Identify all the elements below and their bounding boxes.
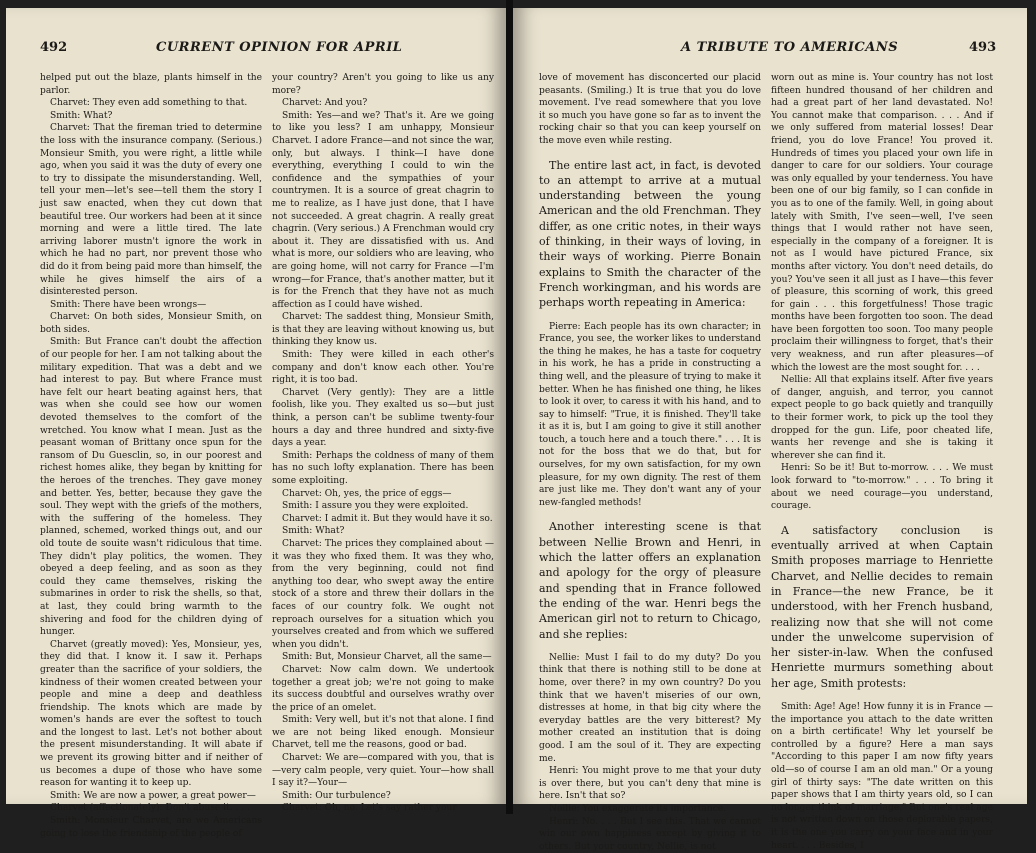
paragraph: Charvet (greatly moved): Yes, Monsieur, yes, they did that. I know it. I saw it. Perhaps greater than the sacrifice of your soldiers, the kindness of their women created between your people and mine a deep and deathless friendship. The knots which are made by women's hands are ever the softest to touch and the longest to last. Let's not bother about the present misunderstanding. It will abate if we prevent its growing bitter and if neither of us becomes a dupe of those who have some reason for wanting it to keep up. (40, 639, 262, 789)
paragraph: Nellie: You exaggerate its importance. (549, 803, 727, 814)
paragraph: Charvet: That the fireman tried to determine the loss with the insurance company. (Serious.) Monsieur Smith, you were right, a little while ago, when you said it was the duty of every one to try to dissipate the misunderstanding. Well, tell your men—let's see—tell them the story I just saw enacted, when they cut down that beautiful tree. Our workers had been at it since morning and were a little tired. The late arriving laborer mustn't ignore the work in which he had no part, nor prevent those who did do it from being paid more than himself, the while he gives himself the airs of a disinterested person. (40, 123, 262, 298)
paragraph: A satisfactory conclusion is eventually arrived at when Captain Smith proposes marriage to Henriette Charvet, and Nellie decides to remain in France—the new France, be it understood, with her French husband, realizing now that she will not come under the unwelcome supervision of her sister-in-law. When the confused Henriette murmurs something about her age, Smith protests: (771, 523, 993, 690)
paragraph: helped put out the blaze, plants himself in the parlor. (40, 73, 262, 96)
paragraph: Charvet: On both sides, Monsieur Smith, on both sides. (40, 312, 262, 335)
paragraph: Charvet: I admit it. But they would have it so. (282, 513, 493, 524)
right-column-2 (771, 72, 993, 852)
paragraph: Nellie: All that explains itself. After five years of danger, anguish, and terror, you cannot expect people to go back quietly and tranquilly to their former work, to pick up the tool they dropped for the gun. Life, poor cheated life, wants her revenge and she is taking it wherever she can find it. (771, 375, 993, 461)
paragraph: Smith: Perhaps the coldness of many of them has no such lofty explanation. There has been some exploiting. (272, 450, 494, 486)
paragraph: Charvet: The saddest thing, Monsieur Smith, is that they are leaving without knowing us, but thinking they know us. (272, 312, 494, 348)
book-gutter (506, 0, 513, 814)
paragraph: Smith: Very well, but it's not that alone. I find we are not being liked enough. Monsieur Charvet, tell me the reasons, good or bad. (272, 715, 494, 751)
paragraph: Charvet: Oh, yes, the price of eggs— (282, 488, 452, 499)
paragraph: Pierre: Each people has its own character; in France, you see, the worker likes to understand the thing he makes, he has a taste for coquetry in his work, he has a pride in constructing a thing well, and the pleasure of trying to make it better. When he has finished one thing, he likes to look it over, to caress it with his hand, and to say to himself: "True, it is finished. They'll take it as it is, but I am going to give it still another touch, a touch here and a touch there." . . . It is not for the boss that we do that, but for ourselves, for my own satisfaction, for my own pleasure, for my own dignity. The rest of them are just like me. They don't want any of your new-fangled methods! (539, 321, 761, 508)
paragraph: Henri: No. . . . But I see this. That we cannot win our own happiness except by giving it to others. But your country, Nellie, is not (539, 816, 761, 852)
paragraph: The entire last act, in fact, is devoted to an attempt to arrive at a mutual understanding between the young American and the old Frenchman. They differ, as one critic notes, in their ways of thinking, in their ways of loving, in their ways of working. Pierre Bonain explains to Smith the character of the French workingman, and his words are perhaps worth repeating in America: (539, 158, 761, 310)
paragraph: Smith: What? (50, 110, 113, 121)
right-page (513, 8, 1027, 852)
paragraph: Nellie: Must I fail to do my duty? Do you think that there is nothing still to be done at home, over there? in my own country? Do you think that we haven't miseries of our own, distresses at home, in that big city where the everyday battles are the very bitterest? My mother created an institution that is doing good. I am the soul of it. They are expecting me. (539, 652, 761, 764)
paragraph: Charvet: Oh, no. Let's say rather your (282, 803, 457, 814)
running-header-left: CURRENT OPINION FOR APRIL (156, 40, 403, 55)
page-number-left: 492 (40, 40, 68, 55)
paragraph: Smith: I assure you they were exploited. (282, 501, 469, 512)
paragraph: Henri: So be it! But to-morrow. . . . We must look forward to "to-morrow." . . . To bring it about we need courage—you understand, courage. (771, 463, 993, 512)
paragraph: Smith: We are now a power, a great power— (50, 790, 256, 801)
paragraph: your country? Aren't you going to like us any more? (272, 73, 494, 96)
left-column-1 (40, 72, 262, 840)
paragraph: worn out as mine is. Your country has not lost fifteen hundred thousand of her children and had a great part of her land devastated. No! You cannot make that comparison. . . . And if we only suffered from material losses! Dear friend, you do love France! You proved it. Hundreds of times you placed your own life in danger to care for our soldiers. Your courage was only equalled by your tenderness. You have been one of our big family, so I can confide in you as to one of the family. Well, in going about lately with Smith, I've seen—well, I've seen things that I would rather not have seen, especially in the company of a foreigner. It is not as I would have pictured France, six months after victory. You don't need details, do you? You've seen it all just as I have—this fever of pleasure, this scorning of work, this greed for gain . . . this forgetfulness! Those tragic months have been forgotten too soon. The dead have been forgotten too soon. Too many people proclaim their willingness to forget, that's their very weakness, and run after pleasures—of which the lowest are the most sought for. . . . (771, 73, 993, 373)
page-number-right: 493 (969, 40, 997, 55)
paragraph: Smith: There have been wrongs— (50, 299, 207, 310)
paragraph: Henri: You might prove to me that your duty is over there, but you can't deny that mine is here. Isn't that so? (539, 766, 761, 802)
paragraph: Charvet: Now calm down. We undertook together a great job; we're not going to make its success doubtful and ourselves wrathy over the price of an omelet. (272, 664, 494, 713)
left-column-2 (272, 72, 494, 815)
paragraph: Smith: They were killed in each other's company and don't know each other. You're right, it is too bad. (272, 350, 494, 386)
paragraph: Smith: Age! Age! How funny it is in France —the importance you attach to the date written on a birth certificate! Why let yourself be controlled by a figure? Here a man says "According to this paper I am now fifty years old—so of course I am an old man." Or a young girl of thirty says: "The date written on this paper shows that I am thirty years old, so I can no longer think of marriage." But one's real age is not written down on those deplorable papers, it is the one you carry on your face and in your heart. . . . Besides, I (771, 702, 993, 851)
paragraph: Charvet: The prices they complained about —it was they who fixed them. It was they who, from the very beginning, could not find anything too dear, who swept away the entire stock of a store and threw their dollars in the faces of our country folk. We ought not reproach ourselves for a situation which you yourselves created and from which we suffered when you didn't. (272, 538, 494, 650)
paragraph: Charvet (Very gently): They are a little foolish, like you. They exalted us so—but just think, a person can't be sublime twenty-four hours a day and three hundred and sixty-five days a year. (272, 387, 494, 449)
paragraph: Smith: But France can't doubt the affection of our people for her. I am not talking about the military expedition. That was a debt and we had interest to pay. But where France must have felt our heart beating against hers, that was when she could see how our women devoted themselves to the comfort of the wretched. You know what I mean. Just as the peasant woman of Brittany once spun for the ransom of Du Guesclin, so, in our poorest and richest homes alike, they began by knitting for the heroes of the trenches. They gave money and better. Yes, better, because they gave the soul. They wept with the griefs of the mothers, with the suffering of the homeless. They planned, schemed, worked things out, and our old toute de souite wasn't ridiculous that time. They didn't play politics, the women. They obeyed a deep feeling, and as soon as they could they came themselves, risking the submarines in order to risk the shells, so that, at last, they could bring warmth to the shivering and food for the children dying of hunger. (40, 337, 262, 638)
paragraph: Another interesting scene is that between Nellie Brown and Henri, in which the latter offers an explanation and apology for the orgy of pleasure and spending that in France followed the ending of the war. Henri begs the American girl not to return to Chicago, and she replies: (539, 520, 761, 641)
paragraph: love of movement has disconcerted our placid peasants. (Smiling.) It is true that you do love movement. I've read somewhere that you love it so much you have gone so far as to invent the rocking chair so that you can keep yourself on the move even while resting. (539, 73, 761, 146)
paragraph: Smith: But, Monsieur Charvet, all the same— (282, 652, 492, 663)
right-column-1 (539, 72, 761, 853)
paragraph: Smith: Our turbulence? (282, 790, 391, 801)
running-header-right: A TRIBUTE TO AMERICANS (681, 40, 899, 55)
paragraph: Smith: Monsieur Charvet, are we Americans going to lose the friendship of the people of (40, 816, 262, 839)
paragraph: Charvet (affectionately): Don't abuse it. . . . (50, 803, 250, 814)
paragraph: Smith: What? (282, 526, 345, 537)
paragraph: Charvet: They even add something to that. (50, 98, 248, 109)
paragraph: Charvet: We are—compared with you, that is—very calm people, very quiet. Your—how shall I say it?—Your— (272, 753, 494, 789)
paragraph: Smith: Yes—and we? That's it. Are we going to like you less? I am unhappy, Monsieur Charvet. I adore France—and not since the war, only, but always. I think—I have done everything, everything I could to win the confidence and the sympathies of your countrymen. It is a source of great chagrin to me to realize, as I have just done, that I have not succeeded. A great chagrin. A really great chagrin. (Very serious.) A Frenchman would cry about it. They are dissatisfied with us. And what is more, our soldiers who are leaving, who are going home, will not carry for France —I'm wrong—for France, that's another matter, but it is for the French that they have not as much affection as I could have wished. (272, 110, 494, 310)
paragraph: Charvet: And you? (282, 98, 368, 109)
left-page (6, 8, 506, 839)
